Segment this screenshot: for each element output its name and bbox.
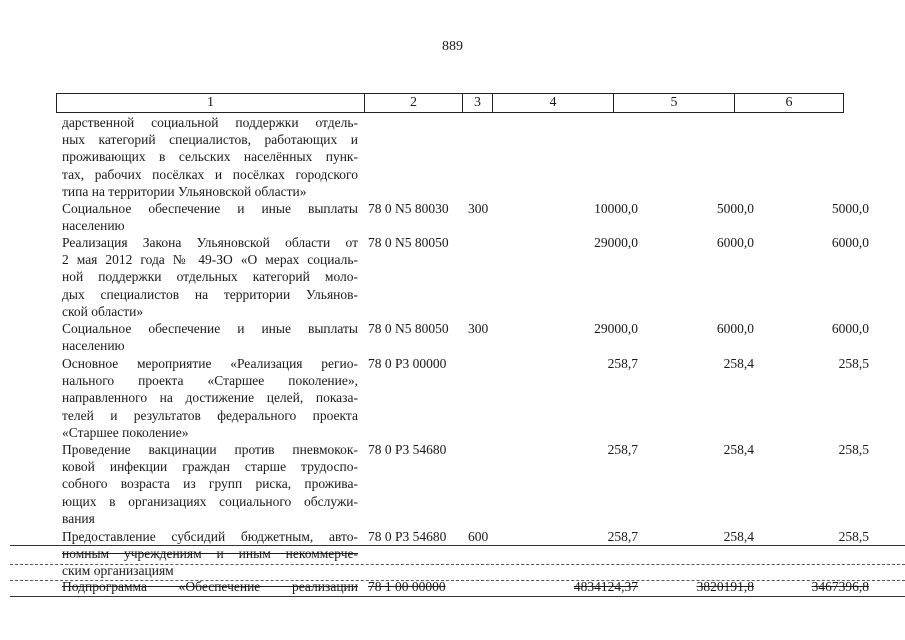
description-line: дых специалистов на территории Ульянов- bbox=[62, 286, 358, 302]
target-code: 78 0 N5 80050 bbox=[368, 235, 449, 250]
horizontal-rule bbox=[10, 596, 905, 597]
description-line: Предоставление субсидий бюджетным, авто- bbox=[62, 529, 358, 544]
description-line: нального проекта «Старшее поколение», bbox=[62, 373, 358, 389]
row-description bbox=[62, 114, 358, 200]
expense-type: 300 bbox=[468, 321, 489, 336]
description-line: Подпрограмма «Обеспечение реализации bbox=[62, 579, 358, 594]
value-col-6: 258,5 bbox=[838, 442, 869, 457]
value-col-5: 6000,0 bbox=[716, 321, 754, 336]
table-header bbox=[56, 93, 844, 113]
description-line: Социальное обеспечение и иные выплаты bbox=[62, 321, 358, 336]
description-line: ской области» bbox=[62, 303, 144, 319]
target-code: 78 0 N5 80050 bbox=[368, 321, 449, 336]
description-line: 2 мая 2012 года № 49-ЗО «О мерах социаль- bbox=[62, 252, 358, 268]
value-col-6: 5000,0 bbox=[831, 201, 869, 216]
header-col-3: 3 bbox=[463, 94, 493, 112]
description-line: типа на территории Ульяновской области» bbox=[62, 183, 307, 199]
value-col-4: 258,7 bbox=[607, 529, 638, 544]
header-col-6: 6 bbox=[785, 95, 793, 110]
value-col-6: 258,5 bbox=[838, 356, 869, 371]
row-description bbox=[62, 441, 358, 527]
description-line: номным учреждениям и иным некоммерче- bbox=[62, 546, 358, 562]
value-col-6: 258,5 bbox=[838, 529, 869, 544]
value-col-4: 29000,0 bbox=[594, 321, 638, 336]
row-description bbox=[62, 355, 358, 441]
row-description bbox=[62, 320, 358, 354]
description-line: Основное мероприятие «Реализация регио- bbox=[62, 356, 358, 371]
row-description bbox=[62, 200, 358, 234]
header-col-1: 1 bbox=[57, 94, 365, 112]
target-code: 78 0 P3 54680 bbox=[368, 442, 447, 457]
description-line: ных категорий специалистов, работающих и bbox=[62, 132, 358, 148]
description-line: ющих в организациях социального обслужи- bbox=[62, 493, 358, 509]
description-line: вания bbox=[62, 510, 95, 526]
value-col-4: 29000,0 bbox=[594, 235, 638, 250]
description-line: ским организациям bbox=[62, 563, 174, 579]
dashed-rule bbox=[10, 580, 905, 581]
target-code: 78 1 00 00000 bbox=[368, 579, 446, 594]
page-number: 889 bbox=[442, 39, 463, 54]
value-col-4: 258,7 bbox=[607, 442, 638, 457]
description-line: населению bbox=[62, 338, 125, 354]
row-description bbox=[62, 234, 358, 320]
description-line: телей и результатов федерального проекта bbox=[62, 407, 358, 423]
description-line: проживающих в сельских населённых пунк- bbox=[62, 149, 358, 165]
value-col-6: 6000,0 bbox=[831, 321, 869, 336]
description-line: Социальное обеспечение и иные выплаты bbox=[62, 201, 358, 216]
value-col-5: 5000,0 bbox=[716, 201, 754, 216]
value-col-5: 258,4 bbox=[723, 442, 754, 457]
value-col-4: 10000,0 bbox=[594, 201, 638, 216]
expense-type: 600 bbox=[468, 529, 489, 544]
value-col-5: 258,4 bbox=[723, 356, 754, 371]
description-line: «Старшее поколение» bbox=[62, 424, 189, 440]
description-line: ной поддержки отдельных категорий моло- bbox=[62, 269, 358, 285]
description-line: тах, рабочих посёлках и посёлках городского bbox=[62, 166, 358, 182]
target-code: 78 0 P3 54680 bbox=[368, 529, 447, 544]
header-col-5: 5 bbox=[614, 94, 735, 112]
value-col-6: 3467396,8 bbox=[811, 579, 869, 594]
value-col-4: 258,7 bbox=[607, 356, 638, 371]
description-line: Реализация Закона Ульяновской области от bbox=[62, 235, 358, 250]
dashed-rule bbox=[10, 564, 905, 565]
description-line: направленного на достижение целей, показа- bbox=[62, 390, 358, 406]
target-code: 78 0 P3 00000 bbox=[368, 356, 447, 371]
value-col-4: 4834124,37 bbox=[573, 579, 638, 594]
value-col-5: 258,4 bbox=[723, 529, 754, 544]
description-line: собного возраста из групп риска, прожива- bbox=[62, 476, 358, 492]
header-col-2: 2 bbox=[365, 94, 463, 112]
description-line: населению bbox=[62, 218, 125, 234]
value-col-6: 6000,0 bbox=[831, 235, 869, 250]
row-description bbox=[62, 528, 358, 580]
target-code: 78 0 N5 80030 bbox=[368, 201, 449, 216]
description-line: Проведение вакцинации против пневмокок- bbox=[62, 442, 358, 457]
expense-type: 300 bbox=[468, 201, 489, 216]
horizontal-rule bbox=[10, 545, 905, 546]
value-col-5: 3820191,8 bbox=[696, 579, 754, 594]
description-line: дарственной социальной поддержки отдель- bbox=[62, 115, 358, 130]
value-col-5: 6000,0 bbox=[716, 235, 754, 250]
header-col-4: 4 bbox=[493, 94, 614, 112]
description-line: ковой инфекции граждан старше трудоспо- bbox=[62, 459, 358, 475]
